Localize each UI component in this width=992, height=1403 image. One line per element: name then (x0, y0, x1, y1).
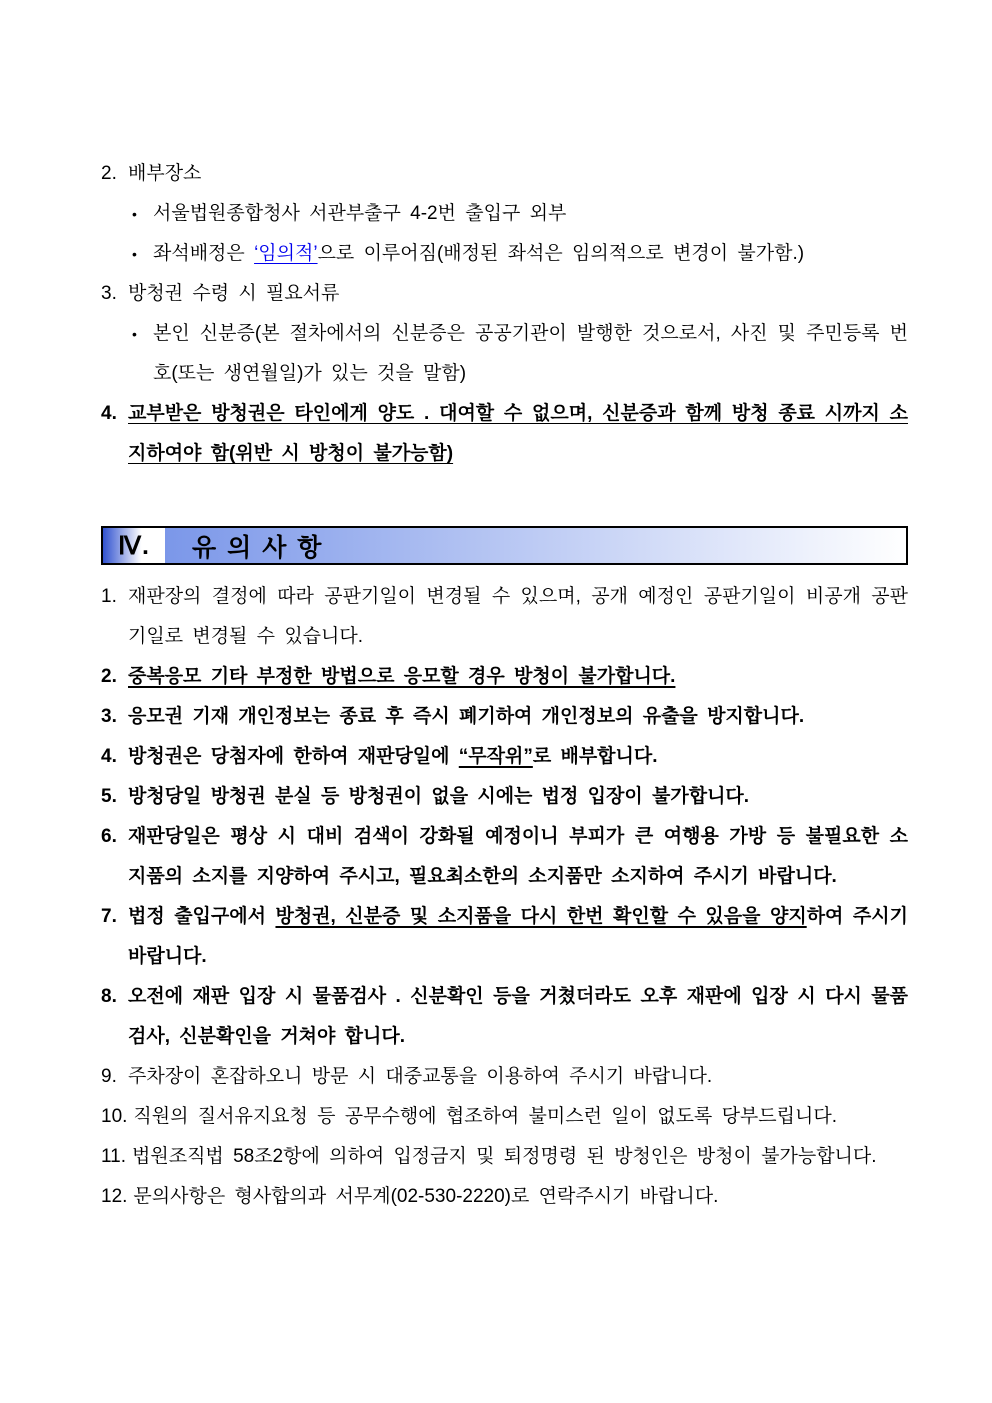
item-text (153, 194, 908, 234)
text-segment: 응모권 기재 개인정보는 종료 후 즉시 폐기하여 개인정보의 유출을 방지합니다. (128, 706, 805, 727)
item-number: 12. (101, 1186, 128, 1207)
numbered-item (101, 274, 908, 314)
text-segment: 재판장의 결정에 따라 공판기일이 변경될 수 있으며, 공개 예정인 공판기일이 비공개 공판기일로 변경될 수 있습니다. (128, 586, 908, 647)
text-segment: 직원의 질서유지요청 등 공무수행에 협조하여 불미스런 일이 없도록 당부드립니다. (133, 1106, 837, 1127)
item-number: 11. (101, 1146, 127, 1167)
item-text (128, 154, 908, 194)
numbered-item (101, 1057, 908, 1097)
item-number: 3. (101, 706, 117, 727)
item-text (128, 977, 908, 1057)
item-number: 4. (101, 746, 117, 767)
numbered-item (101, 737, 908, 777)
item-number: 10. (101, 1106, 128, 1127)
text-segment: 중복응모 기타 부정한 방법으로 응모할 경우 방청이 불가합니다. (128, 666, 676, 687)
text-segment: 하여 주시기 바랍니다. (128, 906, 908, 967)
numbered-item (101, 897, 908, 977)
item-text (128, 1057, 908, 1097)
section-iv-header (101, 526, 908, 565)
item-text (128, 274, 908, 314)
bullet-icon: • (132, 326, 137, 342)
item-text (128, 897, 908, 977)
text-segment: 법정 출입구에서 (128, 906, 276, 927)
text-segment: 방청당일 방청권 분실 등 방청권이 없을 시에는 법정 입장이 불가합니다. (128, 786, 750, 807)
item-text (153, 314, 908, 394)
bullet-item (101, 234, 908, 274)
text-segment: 본인 신분증(본 절차에서의 신분증은 공공기관이 발행한 것으로서, 사진 및 주민등록 번호(또는 생연월일)가 있는 것을 말함) (153, 323, 908, 384)
item-number: 5. (101, 786, 117, 807)
item-number: 8. (101, 986, 117, 1007)
item-number: 2. (101, 163, 117, 184)
numbered-item (101, 817, 908, 897)
text-segment: “무작위” (458, 746, 533, 767)
text-segment: 법원조직법 58조2항에 의하여 입정금지 및 퇴정명령 된 방청인은 방청이 불가능합니다. (132, 1146, 877, 1167)
item-text (133, 1097, 908, 1137)
item-text (132, 1137, 908, 1177)
bullet-icon: • (132, 246, 137, 262)
item-text (128, 577, 908, 657)
numbered-item (101, 1177, 908, 1217)
item-text (153, 234, 908, 274)
item-text (133, 1177, 908, 1217)
numbered-item (101, 577, 908, 657)
text-segment: 배부장소 (128, 163, 202, 184)
section-numeral: Ⅳ. (103, 528, 165, 563)
text-segment: 으로 이루어짐(배정된 좌석은 임의적으로 변경이 불가함.) (317, 243, 805, 264)
text-segment: 교부받은 방청권은 타인에게 양도 . 대여할 수 없으며, 신분증과 함께 방청 종료 시까지 소지하여야 함(위반 시 방청이 불가능함) (128, 403, 908, 464)
item-text (128, 817, 908, 897)
text-segment: 오전에 재판 입장 시 물품검사 . 신분확인 등을 거쳤더라도 오후 재판에 입장 시 다시 물품검사, 신분확인을 거쳐야 합니다. (128, 986, 908, 1047)
bullet-item (101, 194, 908, 234)
section-title: 유 의 사 항 (165, 528, 906, 563)
item-number: 4. (101, 403, 117, 424)
item-number: 7. (101, 906, 117, 927)
item-text (128, 697, 908, 737)
item-number: 2. (101, 666, 117, 687)
bullet-icon: • (132, 206, 137, 222)
notes-section (101, 577, 908, 1217)
text-segment: 문의사항은 형사합의과 서무계(02-530-2220)로 연락주시기 바랍니다. (133, 1186, 719, 1207)
numbered-item (101, 777, 908, 817)
text-segment: 좌석배정은 (153, 243, 255, 264)
item-text (128, 394, 908, 474)
numbered-item (101, 394, 908, 474)
numbered-item (101, 1097, 908, 1137)
item-text (128, 737, 908, 777)
text-segment: 서울법원종합청사 서관부출구 4-2번 출입구 외부 (153, 203, 567, 224)
text-segment: 로 배부합니다. (532, 746, 658, 767)
item-number: 3. (101, 283, 117, 304)
item-text (128, 657, 908, 697)
item-number: 6. (101, 826, 117, 847)
numbered-item (101, 977, 908, 1057)
numbered-item (101, 154, 908, 194)
text-segment: 방청권, 신분증 및 소지품을 다시 한번 확인할 수 있음을 양지 (275, 906, 807, 927)
numbered-item (101, 1137, 908, 1177)
item-number: 9. (101, 1066, 117, 1087)
bullet-item (101, 314, 908, 394)
text-segment: 주차장이 혼잡하오니 방문 시 대중교통을 이용하여 주시기 바랍니다. (128, 1066, 713, 1087)
numbered-item (101, 657, 908, 697)
item-number: 1. (101, 586, 117, 607)
text-segment: 재판당일은 평상 시 대비 검색이 강화될 예정이니 부피가 큰 여행용 가방 등 불필요한 소지품의 소지를 지양하여 주시고, 필요최소한의 소지품만 소지하여 주시기 바랍니다. (128, 826, 908, 887)
item-text (128, 777, 908, 817)
distribution-section (101, 154, 908, 474)
numbered-item (101, 697, 908, 737)
text-segment: 방청권은 당첨자에 한하여 재판당일에 (128, 746, 459, 767)
text-segment: 방청권 수령 시 필요서류 (128, 283, 340, 304)
random-seating-link[interactable]: ‘임의적’ (254, 243, 318, 264)
